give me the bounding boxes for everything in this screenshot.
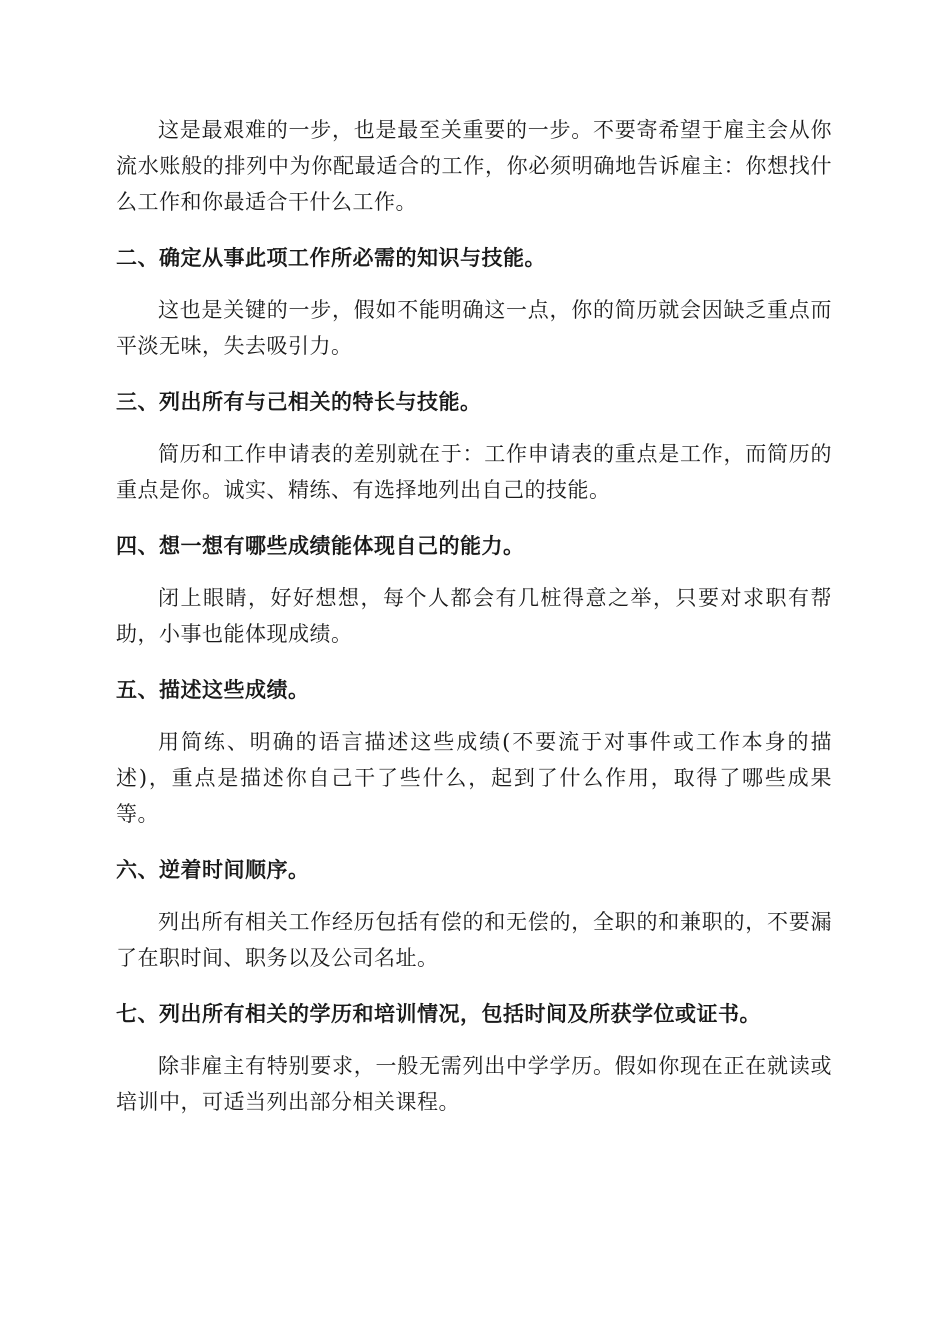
section-4-heading: 四、想一想有哪些成绩能体现自己的能力。 [116, 534, 525, 558]
section-3-body: 简历和工作申请表的差别就在于：工作申请表的重点是工作，而简历的重点是你。诚实、精练、有选择地列出自己的技能。 [116, 442, 832, 502]
intro-paragraph: 这是最艰难的一步，也是最至关重要的一步。不要寄希望于雇主会从你流水账般的排列中为你配最适合的工作，你必须明确地告诉雇主：你想找什么工作和你最适合干什么工作。 [116, 118, 832, 214]
section-3-heading: 三、列出所有与己相关的特长与技能。 [116, 390, 482, 414]
section-7-body: 除非雇主有特别要求，一般无需列出中学学历。假如你现在正在就读或培训中，可适当列出部分相关课程。 [116, 1054, 832, 1114]
section-7-heading: 七、列出所有相关的学历和培训情况，包括时间及所获学位或证书。 [116, 1002, 761, 1026]
section-5-body: 用简练、明确的语言描述这些成绩(不要流于对事件或工作本身的描述)，重点是描述你自己干了些什么，起到了什么作用，取得了哪些成果等。 [116, 730, 832, 826]
section-2-heading: 二、确定从事此项工作所必需的知识与技能。 [116, 246, 546, 270]
section-4-body: 闭上眼睛，好好想想，每个人都会有几桩得意之举，只要对求职有帮助，小事也能体现成绩。 [116, 586, 832, 646]
section-6-body: 列出所有相关工作经历包括有偿的和无偿的，全职的和兼职的，不要漏了在职时间、职务以及公司名址。 [116, 910, 832, 970]
section-2-body: 这也是关键的一步，假如不能明确这一点，你的简历就会因缺乏重点而平淡无味，失去吸引力。 [116, 298, 832, 358]
section-6-heading: 六、逆着时间顺序。 [116, 858, 310, 882]
section-5-heading: 五、描述这些成绩。 [116, 678, 310, 702]
